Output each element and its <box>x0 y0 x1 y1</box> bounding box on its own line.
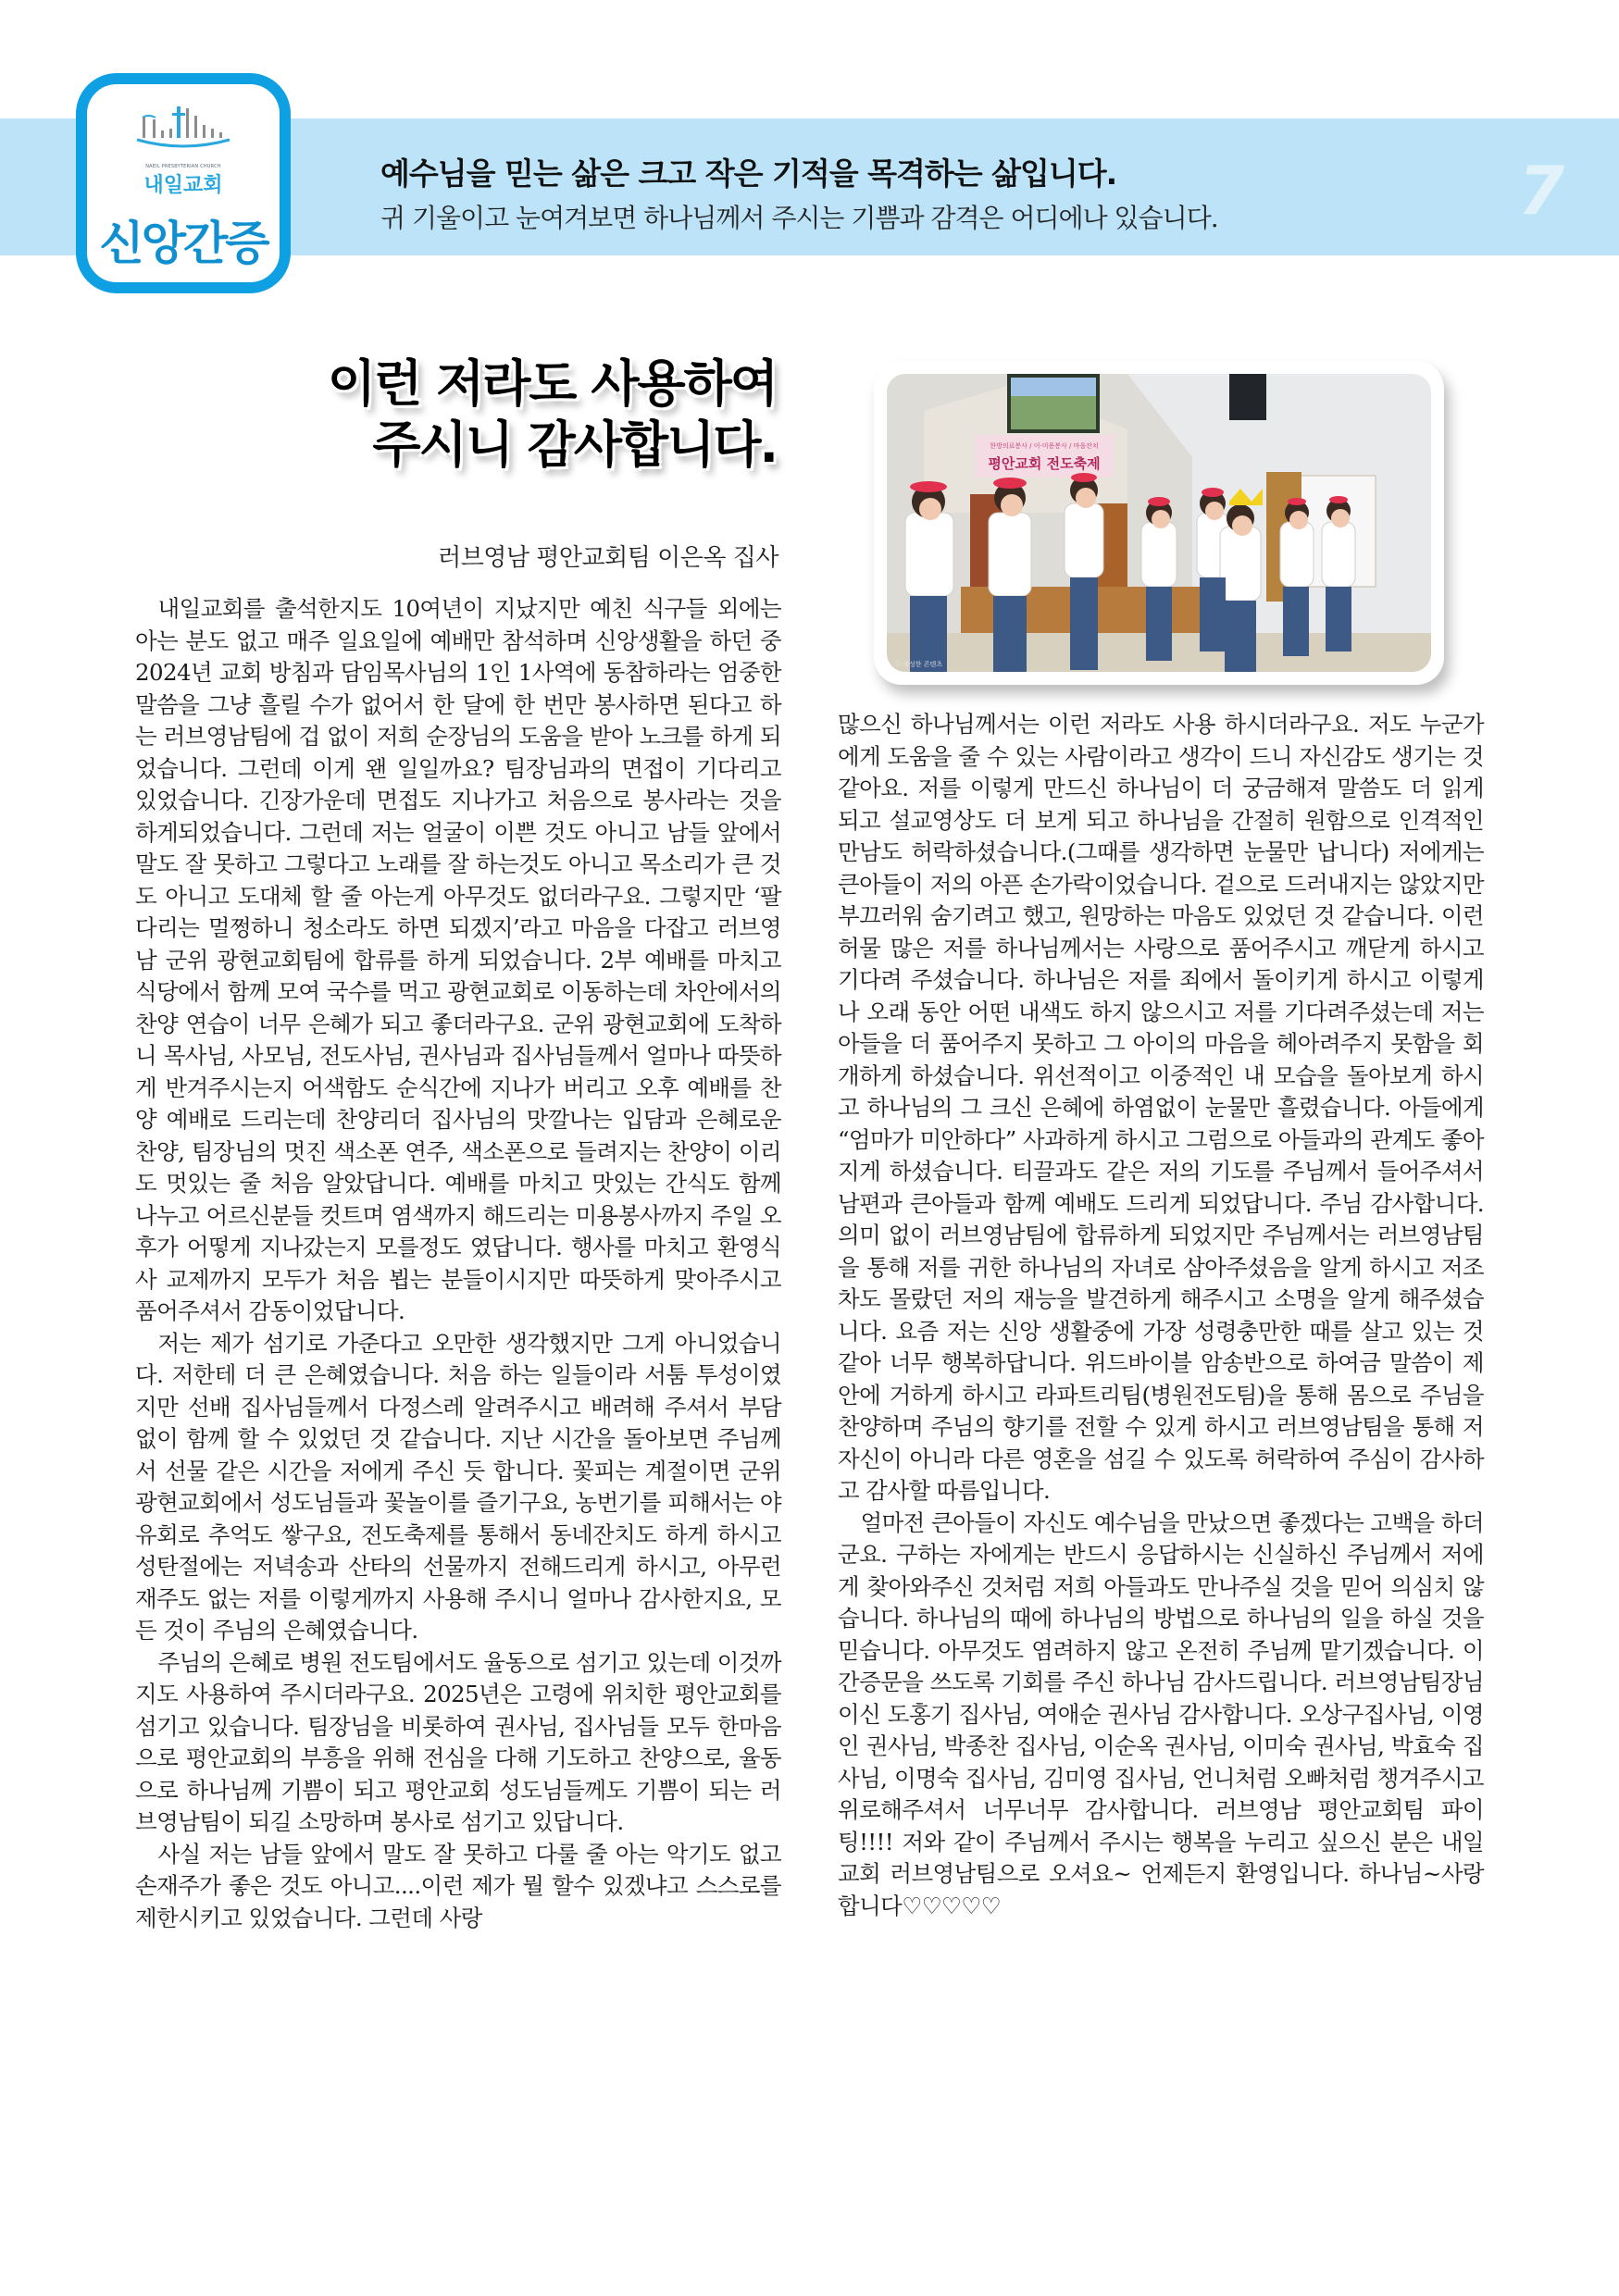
logo-korean-name: 내일교회 <box>143 174 223 197</box>
article-byline: 러브영남 평안교회팀 이은옥 집사 <box>438 544 778 572</box>
tagline-main: 예수님을 믿는 삶은 크고 작은 기적을 목격하는 삶입니다. <box>380 155 1117 192</box>
article-title <box>328 354 777 476</box>
article-title-line-2: 주시니 감사합니다. <box>372 416 777 474</box>
church-skyline-cross-icon <box>135 105 231 151</box>
page-number: 7 <box>1518 152 1565 230</box>
article-body-right-column <box>838 709 1484 1922</box>
article-body-left-column <box>135 593 781 1934</box>
logo-english-name: NAEIL PRESBYTERIAN CHURCH <box>145 164 221 169</box>
section-badge <box>76 73 291 293</box>
body-paragraph: 저는 제가 섬기로 가준다고 오만한 생각했지만 그게 아니었습니다. 저한테 더 큰 은혜였습니다. 처음 하는 일들이라 서툼 투성이였지만 선배 집사님들께서 다정스레 알려주시고 배려해 주셔서 부담 없이 함께 할 수 있었던 것 같습니다. 지난 시간을 돌아보면 주님께서 선물 같은 시간을 저에게 주신 듯 합니다. 꽃피는 계절이면 군위 광현교회에서 성도님들과 꽃놀이를 즐기구요, 농번기를 피해서는 야유회로 추억도 쌓구요, 전도축제를 통해서 동네잔치도 하게 하시고 성탄절에는 저녁송과 산타의 선물까지 전해드리게 하시고, 아무런 재주도 없는 저를 이렇게까지 사용해 주시니 얼마나 감사한지요, 모든 것이 주님의 은혜였습니다. <box>135 1329 781 1644</box>
article-title-line-1: 이런 저라도 사용하여 <box>327 354 777 413</box>
section-title: 신앙간증 <box>99 217 268 270</box>
body-paragraph: 얼마전 큰아들이 자신도 예수님을 만났으면 좋겠다는 고백을 하더군요. 구하는 자에게는 반드시 응답하시는 신실하신 주님께서 저에게 찾아와주신 것처럼 저희 아들과도 만나주실 것을 믿어 의심치 않습니다. 하나님의 때에 하나님의 방법으로 하나님의 일을 하실 것을 믿습니다. 아무것도 염려하지 않고 온전히 주님께 맡기겠습니다. 이 간증문을 쓰도록 기회를 주신 하나님 감사드립니다. 러브영남팀장님이신 도홍기 집사님, 여애순 권사님 감사합니다. 오상구집사님, 이영인 권사님, 박종찬 집사님, 이순옥 권사님, 이미숙 권사님, 박효숙 집사님, 이명숙 집사님, 김미영 집사님, 언니처럼 오빠처럼 챙겨주시고 위로해주셔서 너무너무 감사합니다. 러브영남 평안교회팀 파이팅!!!! 저와 같이 주님께서 주시는 행복을 누리고 싶으신 분은 내일교회 러브영남팀으로 오셔요~ 언제든지 환영입니다. 하나님~사랑합니다♡♡♡♡♡ <box>838 1508 1484 1919</box>
article-photo-frame <box>874 361 1444 685</box>
photo-watermark: ⓒ 생성한 콘텐츠 <box>894 661 943 668</box>
body-paragraph: 주님의 은혜로 병원 전도팀에서도 율동으로 섬기고 있는데 이것까지도 사용하여 주시더라구요. 2025년은 고령에 위치한 평안교회를 섬기고 있습니다. 팀장님을 비롯하여 권사님, 집사님들 모두 한마음으로 평안교회의 부흥을 위해 전심을 다해 기도하고 찬양으로, 율동으로 하나님께 기쁨이 되고 평안교회 성도님들께도 기쁨이 되는 러브영남팀이 되길 소망하며 봉사로 섬기고 있답니다. <box>135 1648 781 1835</box>
body-paragraph: 사실 저는 남들 앞에서 말도 잘 못하고 다룰 줄 아는 악기도 없고 손재주가 좋은 것도 아니고....이런 제가 뭘 할수 있겠냐고 스스로를 제한시키고 있었습니다. 그런데 사랑 <box>135 1840 781 1931</box>
tagline-sub: 귀 기울이고 눈여겨보면 하나님께서 주시는 기쁨과 감격은 어디에나 있습니다. <box>380 203 1218 233</box>
photo-banner-line1: 한방의료봉사 / 이·미용봉사 / 마을잔치 <box>990 442 1099 450</box>
body-paragraph-continued: 많으신 하나님께서는 이런 저라도 사용 하시더라구요. 저도 누군가에게 도움을 줄 수 있는 사람이라고 생각이 드니 자신감도 생기는 것 같아요. 저를 이렇게 만드신 하나님이 더 궁금해져 말씀도 더 읽게 되고 설교영상도 더 보게 되고 하나님을 간절히 원함으로 인격적인 만남도 허락하셨습니다.(그때를 생각하면 눈물만 납니다) 저에게는 큰아들이 저의 아픈 손가락이었습니다. 겉으로 드러내지는 않았지만 부끄러워 숨기려고 했고, 원망하는 마음도 있었던 것 같습니다. 이런 허물 많은 저를 하나님께서는 사랑으로 품어주시고 깨닫게 하시고 기다려 주셨습니다. 하나님은 저를 죄에서 돌이키게 하시고 이렇게나 오래 동안 어떤 내색도 하지 않으시고 저를 기다려주셨는데 저는 아들을 더 품어주지 못하고 그 아이의 마음을 헤아려주지 못함을 회개하게 하셨습니다. 위선적이고 이중적인 내 모습을 돌아보게 하시고 하나님의 그 크신 은혜에 하염없이 눈물만 흘렸습니다. 아들에게 “엄마가 미안하다” 사과하게 하시고 그럼으로 아들과의 관계도 좋아지게 하셨습니다. 티끌과도 같은 저의 기도를 주님께서 들어주셔서 남편과 큰아들과 함께 예배도 드리게 되었답니다. 주님 감사합니다. 의미 없이 러브영남팀에 합류하게 되었지만 주님께서는 러브영남팀을 통해 저를 귀한 하나님의 자녀로 삼아주셨음을 알게 하시고 저조차도 몰랐던 저의 재능을 발견하게 해주시고 소명을 알게 해주셨습니다. 요즘 저는 신앙 생활중에 가장 성령충만한 때를 살고 있는 것같아 너무 행복하답니다. 위드바이블 암송반으로 하여금 말씀이 제 안에 거하게 하시고 라파트리팀(병원전도팀)을 통해 몸으로 주님을 찬양하며 주님의 향기를 전할 수 있게 하시고 러브영남팀을 통해 저 자신이 아니라 다른 영혼을 섬길 수 있도록 허락하여 주심이 감사하고 감사할 따름입니다. <box>838 711 1484 1504</box>
article-photo <box>887 374 1431 672</box>
body-paragraph: 내일교회를 출석한지도 10여년이 지났지만 예친 식구들 외에는 아는 분도 없고 매주 일요일에 예배만 참석하며 신앙생활을 하던 중 2024년 교회 방침과 담임목사님의 1인 1사역에 동참하라는 엄중한 말씀을 그냥 흘릴 수가 없어서 한 달에 한 번만 봉사하면 된다고 하는 러브영남팀에 겁 없이 저희 순장님의 도움을 받아 노크를 하게 되었습니다. 그런데 이게 왠 일일까요? 팀장님과의 면접이 기다리고 있었습니다. 긴장가운데 면접도 지나가고 처음으로 봉사라는 것을 하게되었습니다. 그런데 저는 얼굴이 이쁜 것도 아니고 남들 앞에서 말도 잘 못하고 그렇다고 노래를 잘 하는것도 아니고 목소리가 큰 것도 아니고 도대체 할 줄 아는게 아무것도 없더라구요. 그렇지만 ‘팔다리는 멀쩡하니 청소라도 하면 되겠지’라고 마음을 다잡고 러브영남 군위 광현교회팀에 합류를 하게 되었습니다. 2부 예배를 마치고 식당에서 함께 모여 국수를 먹고 광현교회로 이동하는데 차안에서의 찬양 연습이 너무 은혜가 되고 좋더라구요. 군위 광현교회에 도착하니 목사님, 사모님, 전도사님, 권사님과 집사님들께서 얼마나 따뜻하게 반겨주시는지 어색함도 순식간에 지나가 버리고 오후 예배를 찬양 예배로 드리는데 찬양리더 집사님의 맛깔나는 입담과 은혜로운 찬양, 팀장님의 멋진 색소폰 연주, 색소폰으로 들려지는 찬양이 이리도 멋있는 줄 처음 알았답니다. 예배를 마치고 맛있는 간식도 함께 나누고 어르신분들 컷트며 염색까지 해드리는 미용봉사까지 주일 오후가 어떻게 지나갔는지 모를정도 였답니다. 행사를 마치고 환영식사 교제까지 모두가 처음 뵙는 분들이시지만 따뜻하게 맞아주시고 품어주셔서 감동이었답니다. <box>135 595 781 1324</box>
photo-banner-line2: 평안교회 전도축제 <box>988 455 1101 472</box>
worship-team-photo-illustration <box>887 374 1431 672</box>
